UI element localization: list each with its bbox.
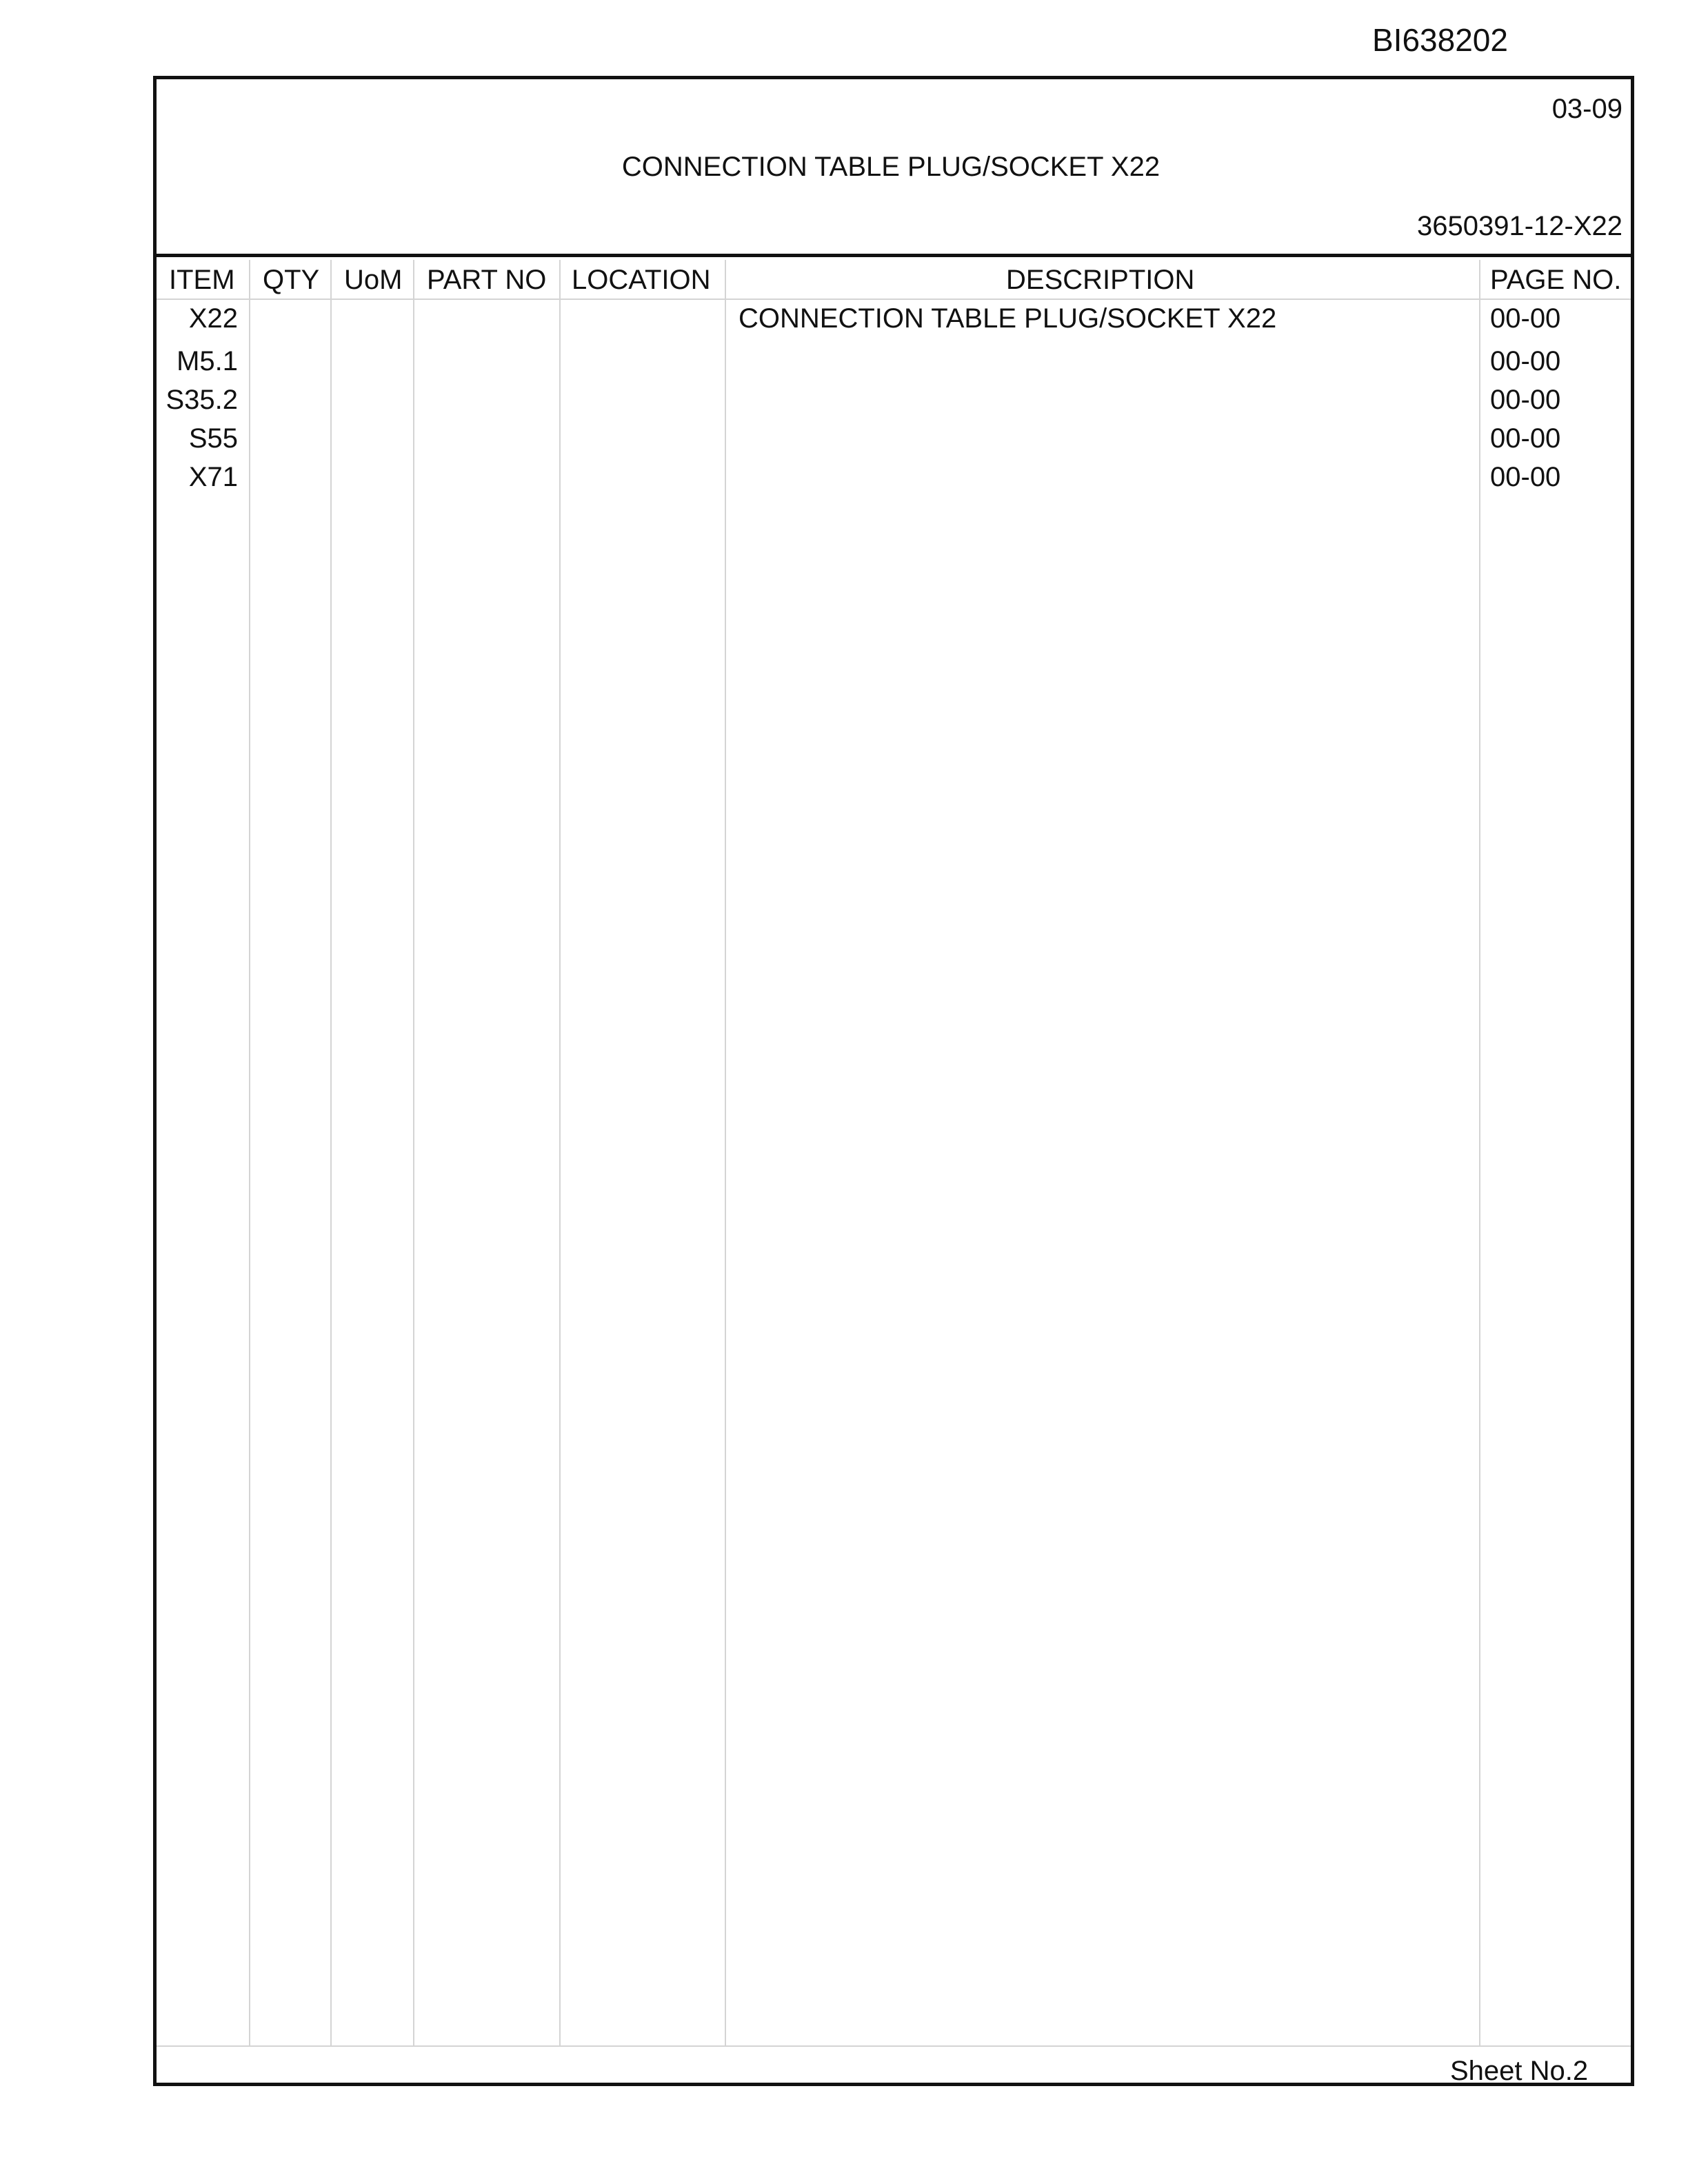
document-code: BI638202 bbox=[1372, 22, 1508, 58]
page-number-cell: 00-00 bbox=[1490, 385, 1561, 415]
column-divider bbox=[249, 260, 250, 2047]
column-header-part-no: PART NO bbox=[427, 265, 547, 295]
item-cell: X71 bbox=[188, 462, 238, 492]
item-cell: X22 bbox=[188, 303, 238, 334]
column-header-item: ITEM bbox=[169, 265, 235, 295]
column-header-uom: UoM bbox=[344, 265, 403, 295]
column-header-location: LOCATION bbox=[572, 265, 711, 295]
item-cell: M5.1 bbox=[177, 346, 238, 376]
page-number-cell: 00-00 bbox=[1490, 423, 1561, 454]
revision-code: 03-09 bbox=[1551, 94, 1622, 124]
item-cell: S55 bbox=[188, 423, 238, 454]
column-header-page-no: PAGE NO. bbox=[1490, 265, 1622, 295]
drawing-number: 3650391-12-X22 bbox=[1416, 211, 1622, 241]
sheet-title: CONNECTION TABLE PLUG/SOCKET X22 bbox=[621, 152, 1160, 182]
page-number-cell: 00-00 bbox=[1490, 462, 1561, 492]
column-divider bbox=[330, 260, 332, 2047]
column-divider bbox=[413, 260, 414, 2047]
column-divider bbox=[725, 260, 726, 2047]
parts-list-frame bbox=[153, 76, 1634, 2086]
column-header-qty: QTY bbox=[263, 265, 320, 295]
column-header-description: DESCRIPTION bbox=[1006, 265, 1195, 295]
header-row-divider bbox=[157, 299, 1631, 300]
description-cell: CONNECTION TABLE PLUG/SOCKET X22 bbox=[738, 303, 1277, 334]
item-cell: S35.2 bbox=[165, 385, 238, 415]
sheet-number: Sheet No.2 bbox=[1450, 2056, 1589, 2086]
title-block bbox=[157, 79, 1631, 257]
page-number-cell: 00-00 bbox=[1490, 346, 1561, 376]
footer-divider bbox=[157, 2045, 1631, 2047]
column-divider bbox=[1479, 260, 1480, 2047]
column-divider bbox=[559, 260, 561, 2047]
page-number-cell: 00-00 bbox=[1490, 303, 1561, 334]
